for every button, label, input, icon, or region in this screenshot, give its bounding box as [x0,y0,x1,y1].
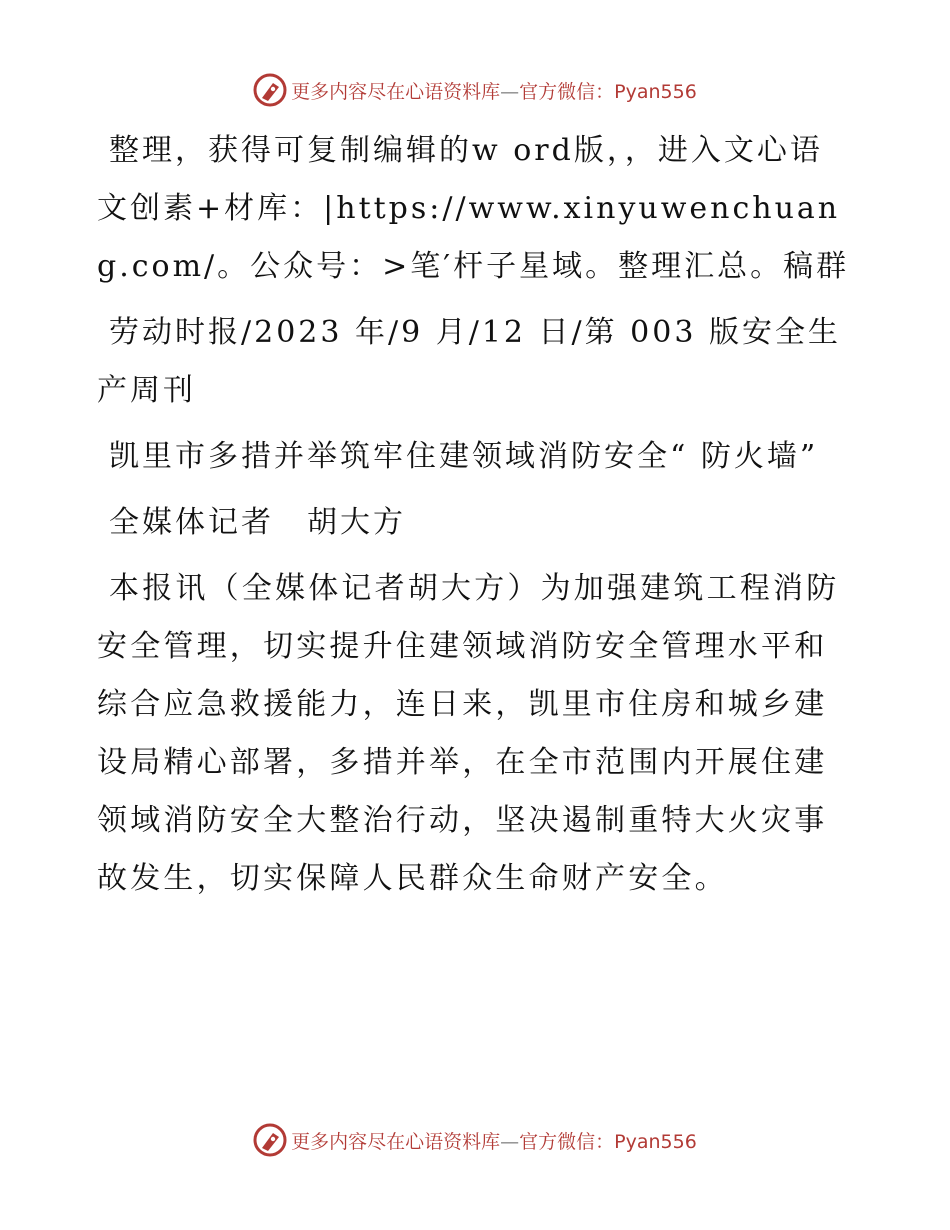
header-separator: — [500,80,520,103]
footer-separator: — [500,1130,520,1153]
footer-banner-text [291,1127,697,1154]
byline: 全媒体记者 胡大方 [109,505,406,540]
header-banner-text [291,77,697,104]
pen-nib-logo-icon [253,73,287,107]
pen-nib-logo-icon [253,1123,287,1157]
footer-brand: 更多内容尽在心语资料库 [291,1130,501,1153]
document-body [97,122,852,916]
header-banner [0,70,950,110]
header-wechat: 官方微信：Pyan556 [519,80,697,103]
footer-banner [0,1120,950,1160]
footer-wechat: 官方微信：Pyan556 [519,1130,697,1153]
header-brand: 更多内容尽在心语资料库 [291,80,501,103]
headline: 凯里市多措并举筑牢住建领域消防安全“ 防火墙” [109,439,819,474]
intro-note: 整理，获得可复制编辑的w ord版，，进入文心语文创素+材库：|https://www.xinyuwenchuang.com/。公众号：>笔′杆子星域。整理汇总。稿群 [97,133,850,284]
body-paragraph: 本报讯（全媒体记者胡大方）为加强建筑工程消防安全管理，切实提升住建领域消防安全管理水平和综合应急救援能力，连日来，凯里市住房和城乡建设局精心部署，多措并举，在全市范围内开展住建领域消防安全大整治行动，坚决遏制重特大火灾事故发生，切实保障人民群众生命财产安全。 [97,571,840,896]
source-line: 劳动时报/2023 年/9 月/12 日/第 003 版安全生产周刊 [97,315,841,408]
